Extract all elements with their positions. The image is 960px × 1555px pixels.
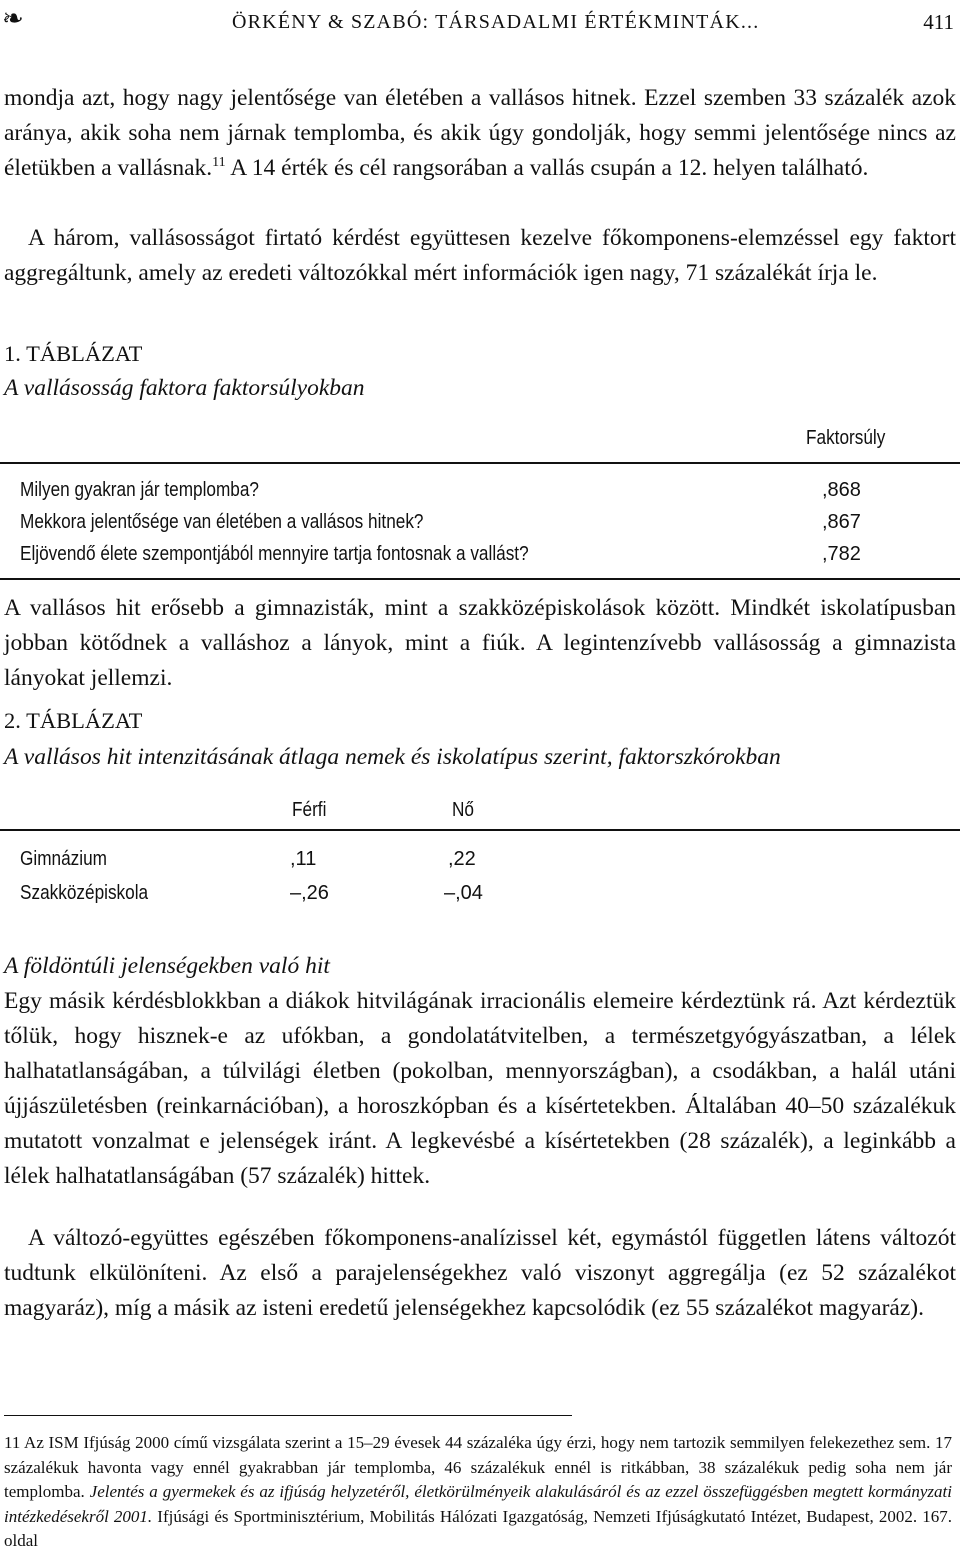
table2-row-2-female: –,04	[444, 882, 483, 904]
section-paragraph-1: Egy másik kérdésblokkban a diákok hitvilágának irracionális elemeire kérdeztünk rá. Azt kérdeztük tőlük, hogy hisznek-e az ufókban, a gondolatátvitelben, a természetgyógyászatban, a lélek halhatatlanságában, a túlvilági életben (pokolban, mennyországban), a csodákban, a halál utáni újjászületésben (reinkarnációban), a horoszkópban és a kísértetekben. Általában 40–50 százalékuk mutatott vonzalmat e jelenségek iránt. A legkevésbé a kísértetekben (28 százalék), a leginkább a lélek halhatatlanságában (57 százalék) hittek.	[4, 988, 956, 1189]
footnote-report-title: Jelentés a gyermekek és az ifjúság helyzetéről, életkörülményeik alakulásáról és az ezzel összefüggésben megtett kormányzati intézkedésekről 2001.	[4, 1482, 952, 1526]
table1-row-1-item: Milyen gyakran jár templomba?	[20, 479, 259, 501]
running-header	[0, 4, 960, 40]
table2-row-2-male: –,26	[290, 882, 329, 904]
page-number: 411	[923, 10, 954, 34]
intro-paragraph-1-text-a: mondja azt, hogy nagy jelentősége van életében a vallásos hitnek. Ezzel szemben 33 százalék azok aránya, akik soha nem járnak templomba, és akik úgy gondolják, hogy semmi jelentősége nincs az életükben a vallásnak.	[4, 85, 956, 181]
table1-column-header: Faktorsúly	[806, 427, 886, 449]
table1-label: 1. TÁBLÁZAT	[4, 341, 143, 366]
table1-row-3-item: Eljövendő élete szempontjából mennyire tartja fontosnak a vallást?	[20, 543, 529, 565]
table1-row-2-value: ,867	[822, 511, 861, 533]
table2-column-female: Nő	[452, 799, 474, 821]
table2-title: A vallásos hit intenzitásának átlaga nemek és iskolatípus szerint, faktorszkórokban	[4, 744, 781, 770]
table2-label: 2. TÁBLÁZAT	[4, 708, 143, 733]
footnote-text-b: Ifjúsági és Sportminisztérium, Mobilitás Hálózati Igazgatóság, Nemzeti Ifjúságkutató Intézet, Budapest, 2002. 167. oldal	[4, 1506, 952, 1550]
middle-paragraph: A vallásos hit erősebb a gimnazisták, mint a szakközépiskolások között. Mindkét iskolatípusban jobban kötődnek a valláshoz a lányok, mint a fiúk. A legintenzívebb vallásosság a gimnazista lányokat jellemzi.	[4, 595, 956, 691]
intro-paragraph-1	[4, 81, 956, 186]
intro-paragraph-1-text-b: A 14 érték és cél rangsorában a vallás csupán a 12. helyen található.	[225, 155, 869, 181]
footnote-11	[4, 1431, 952, 1554]
table1-row-1-value: ,868	[822, 479, 861, 501]
table2-row-2-school: Szakközépiskola	[20, 882, 149, 904]
section-paragraph-2: A változó-együttes egészében főkomponens-analízissel két, egymástól független látens változót tudtunk elkülöníteni. Az első a parajelenségekhez való viszonyt aggregálja (ez 52 százalékot magyaráz), míg a másik az isteni eredetű jelenségekhez kapcsolódik (ez 55 százalékot magyaráz).	[4, 1225, 956, 1321]
table2-column-male: Férfi	[292, 799, 327, 821]
table1-title: A vallásosság faktora faktorsúlyokban	[4, 375, 365, 401]
table2-row-1-male: ,11	[290, 848, 317, 870]
footnote-text-a: 11 Az ISM Ifjúság 2000 című vizsgálata szerint a 15–29 évesek 44 százaléka úgy érzi, hogy nem tartozik semmilyen felekezethez sem. 17 százalékuk havonta vagy ennél gyakrabban jár templomba, 46 százalékuk ennél is ritkábban, 38 százalékuk pedig soha nem jár templomba.	[4, 1433, 952, 1501]
table2-top-rule	[0, 829, 960, 831]
table1-top-rule	[0, 462, 960, 464]
section-heading: A földöntúli jelenségekben való hit	[4, 953, 330, 979]
footnote-rule	[4, 1415, 572, 1416]
footnote-ref[interactable]: 11	[212, 155, 226, 170]
fleuron-icon: ❧	[2, 4, 24, 33]
table2-row-1-school: Gimnázium	[20, 848, 107, 870]
running-title: ÖRKÉNY & SZABÓ: TÁRSADALMI ÉRTÉKMINTÁK...	[232, 11, 760, 33]
intro-paragraph-2: A három, vallásosságot firtató kérdést együttesen kezelve főkomponens-elemzéssel egy faktort aggregáltunk, amely az eredeti változókkal mért információk igen nagy, 71 százalékát írja le.	[4, 225, 956, 286]
table1-bottom-rule	[0, 578, 960, 580]
table2-row-1-female: ,22	[448, 848, 476, 870]
table1-row-2-item: Mekkora jelentősége van életében a vallásos hitnek?	[20, 511, 424, 533]
table1-row-3-value: ,782	[822, 543, 861, 565]
